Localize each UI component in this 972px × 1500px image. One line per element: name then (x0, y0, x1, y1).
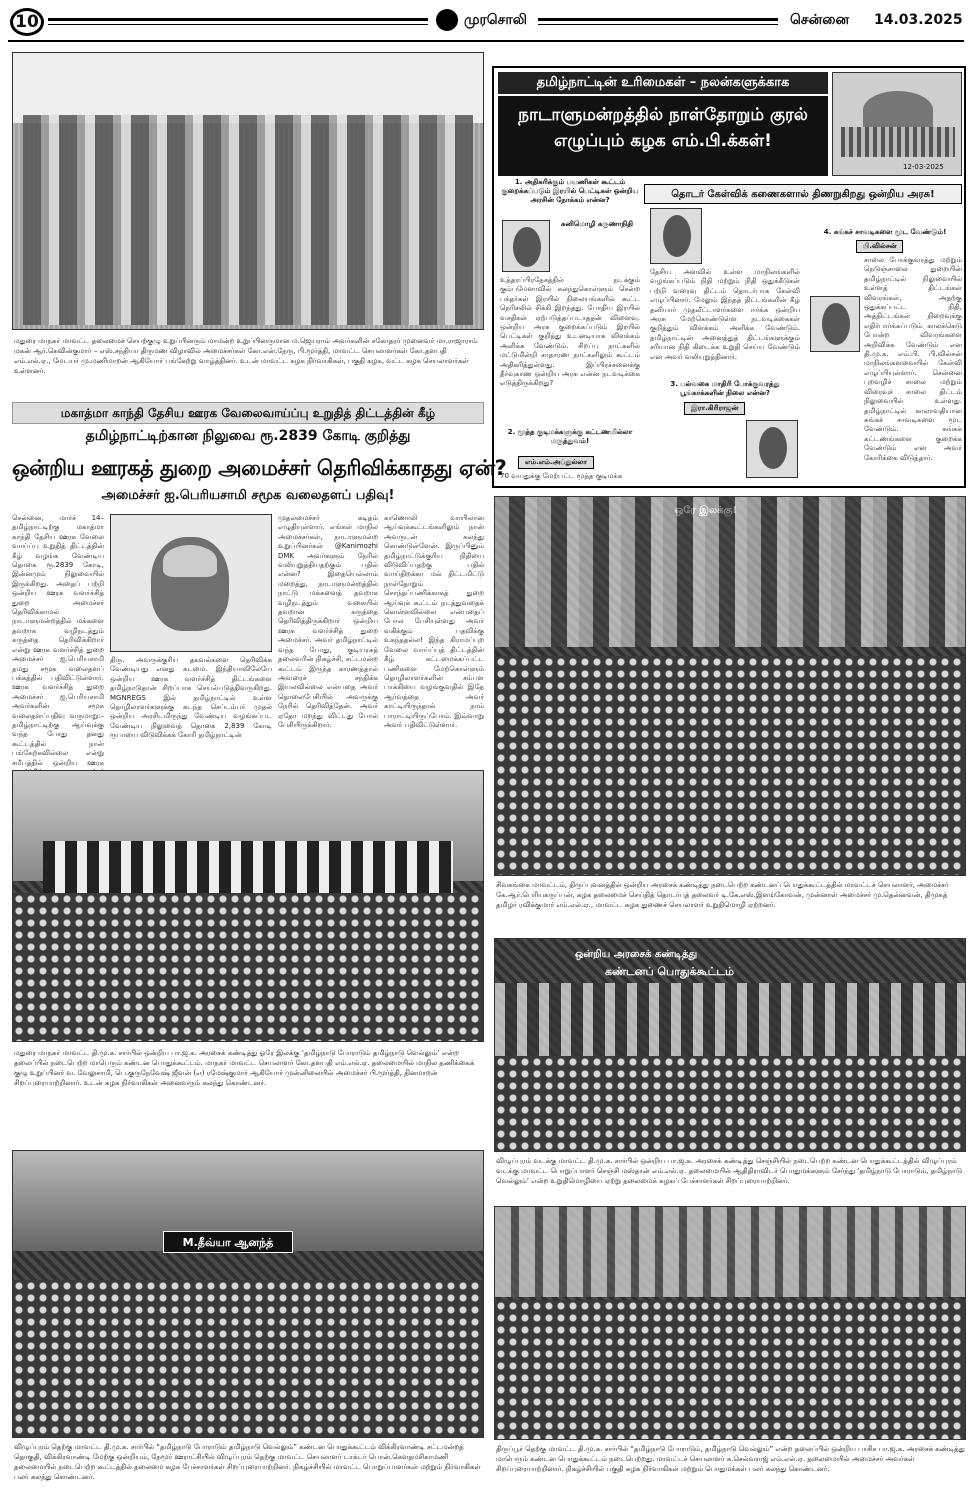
villupuram-south-photo (12, 1150, 484, 1438)
q2-text: 70 வயதுக்கு மேற்பட்ட மூத்த குடிமக்க (500, 472, 623, 480)
mp-box (492, 66, 966, 488)
q3b-mp-photo (746, 420, 798, 478)
villupuram-photo (494, 938, 966, 1152)
q4-title: 4. சுங்கச் சாவடிகளை மூட வேண்டும்! (823, 228, 947, 236)
q1-mp-photo (502, 220, 550, 272)
tiruppur-caption: திருப்பூர் தெற்கு மாவட்ட தி.மு.க. சார்பில் “தமிழ்நாடு போராடும், தமிழ்நாடு வெல்லும்” என்ற தலைப்பில் ஒன்றிய பாசிச பா.ஜ.க. அரசைக் கண்டித்து மாபெரும் கண்டன பொதுக்கூட்டம் நடைபெற்றது. மாவட்டச் செயலாளர் க.செல்வராஜ் எம்.எல்.ஏ. தலைமையில் அமைச்சர் அவர்கள் சிறப்புரையாற்றினார். நிகழ்ச்சியில் பகுதி கழக நிர்வாகிகள் மற்றும் பொதுமக்கள் பலர் கலந்து கொண்டனர். (496, 1445, 965, 1473)
tiruppur-photo (494, 1206, 966, 1440)
article-col-4: காணொலி வாயிலான ஆய்வுக்கூட்டங்களிலும் நான் அவருடன் கலந்து கொண்டுள்ளேன். இருப்பினும் தமிழ்நாட்டுக்குரிய நிதியை விடுவிப்பதற்கு பதில் வாய்திறக்கா மல் திட்டமிட்டு நாள்தோறும் சொந்தப்பணிக்காகத் துறை ஆய்வுக் கூட்டம் நடத்துவதைக் கொள்ளவில்லை என்பதைப் போல பேசியுள்ளது அவர் வகிக்கும் பதவிக்கு உகந்ததல்ல! இந்த கிராமப்புற வேலை வாய்ப்புத் திட்டத்தின் கீழ் கட்டமைக்கப்பட்ட பணிகளை மேற்கொள்ளும் தொழிலாளர்களின் சம்பள பாக்கியை வழங்குவதில் இதே ஆர்வத்தை அவர் காட்டியிருந்தால் நாம் பாராட்டியிருப்போம். இவ்வாறு அவர் பதிவிட்டுள்ளார். (384, 514, 484, 729)
sivagangai-photo (494, 496, 966, 876)
q4-mp-name: பி.வில்சன் (856, 240, 903, 253)
q3-mp-photo (650, 208, 702, 264)
q4-text: சாலை போக்குவரத்து மற்றும் நெடுஞ்சாலை துறையின் தமிழ்நாட்டில் நிலுவையில் உள்ளத் திட்டங்கள் விவரங்கள், அதற்கு ஒதுக்கப்பட்ட நிதி, அத்திட்டங்கள் நிறைவுக்கு எதிர்பார்க்கப்படும் காலக்கெடு போன்ற விவரங்களை அறிவிக்க வேண்டும் என தி.மு.க. எம்.பி. பி.வில்சன் மாநிலங்களவையில் கேள்வி எழுப்பியுள்ளார். சென்னை புறவழிச் சாலை மற்றும் விரைவுச் சாலை திட்டம் நிலுவையில் உள்ளது. தமிழ்நாட்டில் காலாவதியான சுங்கச் சாவடிகளை மூட வேண்டும். சுங்கக் கட்டணங்களை குறைக்க வேண்டும் என அவர் கோரிக்கை விடுத்தார். (864, 256, 962, 462)
q3-title: 3. பல்வகை மாதிரி போக்குவரத்து பூங்காக்களின் நிலை என்ன? (670, 380, 780, 397)
parliament-photo (832, 72, 962, 176)
kicker-2: தமிழ்நாட்டிற்கான நிலுவை ரூ.2839 கோடி குறித்து (85, 428, 411, 444)
wedding-photo (12, 52, 484, 330)
q1-text: உத்தரப்பிரதேசத்தில் நடக்கும் கும்பமேளாவில் கலந்துகொள்ளும் சென்ற பக்தர்கள் இரயில் நிலையங்களில் கூட்ட நெரிசலில் சிக்கி இறந்தது. போதிய இரயில் வசதிகள் ஏற்படுத்தப்படாததன் விளைவு. ஒன்றிய அரசு குறைக்கப்படும் இரயில் பெட்டிகள் குறித்து உடனடியாக விளக்கம் அளிக்க வேண்டும். சிறப்பு நாட்களில் மட்டுமின்றி சாதாரண நாட்களிலும் கூட்டம் அதிகரித்துள்ளது. இப்பிரச்சனைக்கு தீர்வுகாண ஒன்றிய அரசு என்ன நடவடிக்கை எடுத்திருக்கிறது? (500, 276, 640, 388)
article-col-3: முதலமைச்சர் கடிதம் எழுதியுள்ளார். எங்கள் மாநில அமைச்சர்கள், நாடாளுமன்ற உறுப்பினர்கள் @Kanimozhi DMK அவர்களும் நேரில் வலியுறுத்தியதற்கும் பதில் என்ன? இதையெல்லாம் மறைத்து, நாடாளுமன்றத்தில் நாட்டு மக்களைத் தவறாக வழிநடத்தும் வகையில் தவறான கருத்தை தெரிவித்திருக்கிறார் ஒன்றிய ஊரக வளர்ச்சித் துறை அமைச்சர். அவர் தமிழ்நாட்டில் வந்த போது, குடியரசுத் தலைவரின் நிகழ்ச்சி, சட்டமன்ற கூட்டம் இருந்த காரணத்தால் அவரைச் சந்திக்க இயலவில்லை என்பதை அவர் தொலைபேசியில் அவருக்கு நேரில் தெரிவித்தேன். அவர் ஏதோ மறந்து விட்டது போல் பேசியிருக்கிறார். (278, 514, 378, 729)
mp-banner-top: தமிழ்நாட்டின் உரிமைகள் – நலன்களுக்காக (498, 72, 828, 94)
minister-portrait (110, 514, 272, 652)
villupuram-banner-1: ஒன்றிய அரசைக் கண்டித்து (575, 949, 698, 960)
villupuram-south-caption: விழுப்புரம் தெற்கு மாவட்ட தி.மு.க. சார்பில் “தமிழ்நாடு போராடும் தமிழ்நாடு வெல்லும்” கண்டன பொதுக்கூட்டம் விக்கிரவாண்டி சட்டமன்றத் தொகுதி, விக்கிரவாண்டி மேற்கு ஒன்றியம், நேமூர் ஊராட்சியில் விழுப்புரம் தெற்கு மாவட்ட செயலாளர் டாக்டர் பொன்.கௌதமசிகாமணி தலைமையில் நடைபெற்ற கூட்டத்தில் தலைமை கழக பேச்சாளர்கள் சிறப்புரையாற்றினர். நிகழ்ச்சியில் மாவட்ட பொறுப்பாளர்கள் மற்றும் நிர்வாகிகள் பலர் கலந்து கொண்டனர். (14, 1443, 481, 1481)
q3-mp-name: இரா.கிரிராஜன் (684, 402, 745, 415)
subhead: அமைச்சர் ஐ.பெரியசாமி சமூக வலைதளப் பதிவு! (101, 488, 395, 503)
podium-sign: M.தீவ்யா ஆனந்த் (163, 1231, 293, 1253)
q3-text-upper: தேசிய அளவில் உள்ள மாநிலங்களில் வழங்கப்படும் நிதி மற்றும் நிதி ஒதுக்கீடுகள் பற்றி வரைவு திட்டம் தொடர்பாக கேள்வி எழுப்பினார். மேலும் இந்தத் திட்டங்களின் கீழ் தனியார் முதலீட்டாளர்களை ஈர்க்க ஒன்றிய அரசு மேற்கொண்டுள்ள நடவடிக்கைகள் குறித்தும் விளக்கம் அளிக்க வேண்டும். தமிழ்நாட்டின் அனைத்துத் திட்டங்களுக்கும் சரியான நிதி கிடைக்க உறுதி செய்ய வேண்டும் என அவர் வலியுறுத்தினார். (650, 268, 800, 361)
paper-name: முரசொலி (464, 12, 527, 28)
villupuram-caption: விழுப்புரம் வடக்கு மாவட்ட தி.மு.க. சார்பில் ஒன்றிய பா.ஜ.க. அரசைக் கண்டித்து செஞ்சியில் நடைபெற்ற கண்டன பொதுக்கூட்டத்தில் விழுப்புரம் வடக்கு மாவட்ட பொறுப்பாளர் செஞ்சி மஸ்தான் எம்.எல்.ஏ. தலைமையில் ஆதிதிராவிடர் பொதுமக்களும் சேர்ந்து ‘தமிழ்நாடு போராடும், தமிழ்நாடு வெல்லும்’ என்ற உறுதிமொழியை ஏற்று தலைமைக் கழகப் பேச்சாளர்கள் சிறப்புரையாற்றினர். (496, 1157, 963, 1185)
sivagangai-caption: சிவகங்கை மாவட்டம், திருப்புவனத்தில் ஒன்றிய அரசைக் கண்டித்து நடைபெற்ற கண்டனப் பொதுக்கூட்டத்தில் மாவட்டச் செயலாளர், அமைச்சர் கே.ஆர்.பெரியகருப்பன், கழக தலைமைச் செய்தித் தொடர்புத் தலைவர் டி.கே.எஸ்.இளங்கோவன், முன்னாள் அமைச்சர் மு.தென்னவன், திமுகத் தமிழர் ரவிக்குமார் எம்.எல்.ஏ., மாவட்ட கழக துணைச் செயலாளர் உறுதிமொழி ஏற்றனர். (496, 881, 949, 909)
villupuram-banner-2: கண்டனப் பொதுக்கூட்டம் (605, 965, 734, 978)
q1-title: 1. அதிகரிக்கும் பயணிகள் கூட்டம் குறைக்கப்படும் இரயில் பெட்டிகள் ஒன்றிய அரசின் நோக்கம் என்ன? (501, 178, 639, 204)
city: சென்னை (790, 12, 850, 28)
masthead (8, 6, 964, 38)
mp-subhead: தொடர் கேள்விக் கணைகளால் திணறுகிறது ஒன்றிய அரசு! (644, 184, 962, 204)
date: 14.03.2025 (874, 12, 963, 28)
madurai-photo (12, 770, 484, 1042)
wedding-caption: மதுரை மாநகர் மாவட்ட தலைமைச் செயற்குழு உறுப்பினரும் மாமன்ற உறுப்பினருமான ம.ஜெயராம் அவர்களின் சகோதரர் முனைவர் மா.ராஜாராம் மகன் ஆர்.கெவின்குமார் – எஸ்.சந்தியா திருமண விழாவில் அமைச்சர்கள் கோ.என்.நேரு, பி.மூர்த்தி, மாவட்ட செயலாளர்கள் கோ.தளபதி எம்.எல்.ஏ., மேடயர் மு.மணிமாறன் ஆகியோர் பங்கேற்று வாழ்த்தினர். உடன் மாவட்ட கழக நிர்வாகிகள், பகுதி கழக, வட்ட கழக செயலாளர்கள் உள்ளனர். (14, 337, 478, 375)
mp-banner-main: நாடாளுமன்றத்தில் நாள்தோறும் குரல் எழுப்பும் கழக எம்.பி.க்கள்! (498, 96, 828, 176)
q1-mp-name: கனிமொழி கருணாநிதி (561, 220, 633, 228)
kicker-1: மகாத்மா காந்தி தேசிய ஊரக வேலைவாய்ப்பு உறுதித் திட்டத்தின் கீழ் (12, 402, 484, 424)
madurai-caption: மதுரை மாநகர் மாவட்ட தி.மு.க. சார்பில் ஒன்றிய பா.ஜ.க. அரசைக் கண்டித்து ஓரே இலக்கு ‘தமிழ்நாடு போராடும் தமிழ்நாடு வெல்லும்’ என்ற தலைப்பில் நடைபெற்ற மாபெரும் கண்டன பொதுக்கூட்டம். மாநகர் மாவட்ட செயலாளர் கோ.தளபதி எம்.எல்.ஏ. தலைமையில் மாநில தணிக்கைக் குழு உறுப்பினர் வ. வேலுசாமி, பெ.குருநேவேஷ் ஜீவன் (எ) ரமேஷ்குமார் ஆகியோர் முன்னிலையில் அமைச்சர் பி.மூர்த்தி, தினமாறன் சிறப்புரையாற்றினார். உடன் கழக நிர்வாகிகள் அனைவரும் கலந்து கொண்டனர். (14, 1049, 475, 1087)
page-number: 10 (10, 8, 44, 36)
minister-caption: திரு. அவருக்குரிய தகவல்களை தெரிவிக்க வேண்டியது எனது கடமை. இந்தியாவிலேயே ஒன்றிய ஊரக வளர்ச்சித் திட்டங்களை தமிழ்நாடுதான் சிறப்பாக செயல்படுத்திவருகிறது. MGNREGS இல் தமிழ்நாட்டில் உள்ள தொழிலாளர்களுக்கு கடந்த செப்டம்பர் முதல் ஒன்றிய அரசிடமிருந்து வேண்டிய வழங்கப்பட வேண்டிய நிலுவைத் தொகை 2,839 கோடி ரூபாயை விடுவிக்கக் கோரி தமிழ்நாட்டின் (110, 656, 272, 740)
q2-title: 2. மூத்த குடிமக்களுக்கு கட்டணமில்லா மருத்துவம்! (507, 428, 633, 445)
paper-logo-icon (436, 9, 458, 31)
headline: ஒன்றிய ஊரகத் துறை அமைச்சர் தெரிவிக்காதது ஏன்? (12, 456, 507, 480)
banner-date: 12-03-2025 (903, 163, 944, 171)
q2-mp-name: எம்.எம்.அப்துல்லா (518, 456, 594, 469)
article-col-1: சென்னை, மார்ச் 14– தமிழ்நாட்டிற்கு மகாத்மா காந்தி தேசிய ஊரக வேலை வாய்ப்பு உறுதித் திட்டத்தின் கீழ் வழங்க வேண்டிய தொகை ரூ.2839 கோடி, இன்னமும் நிலுவையில் இருக்கிறது. அதைப் பற்றி ஒன்றிய ஊரக வளர்ச்சித் துறை அமைச்சர் தெரிவிக்காமல் நாடாளுமன்றத்தில் மக்களை தவறாக வழிநடத்தும் கருத்தை தெரிவிக்கிறார் என்று ஊரக வளர்ச்சித் துறை அமைச்சர் ஐ.பெரியசாமி தமது சமூக வலைதளப் பக்கத்தில் பதிவிட்டுள்ளார். ஊரக வளர்ச்சித் துறை அமைச்சர் ஐ.பெரியசாமி அவர்களின் சமூக வலைதளப்பதிவு வருமாறு:– தமிழ்நாட்டிற்கு ஆய்வுக்கு வந்த போது தனது கூட்டத்தில் நான் பங்கேற்கவில்லை என்று சமீபத்தில் ஒன்றிய ஊரக (12, 514, 104, 767)
